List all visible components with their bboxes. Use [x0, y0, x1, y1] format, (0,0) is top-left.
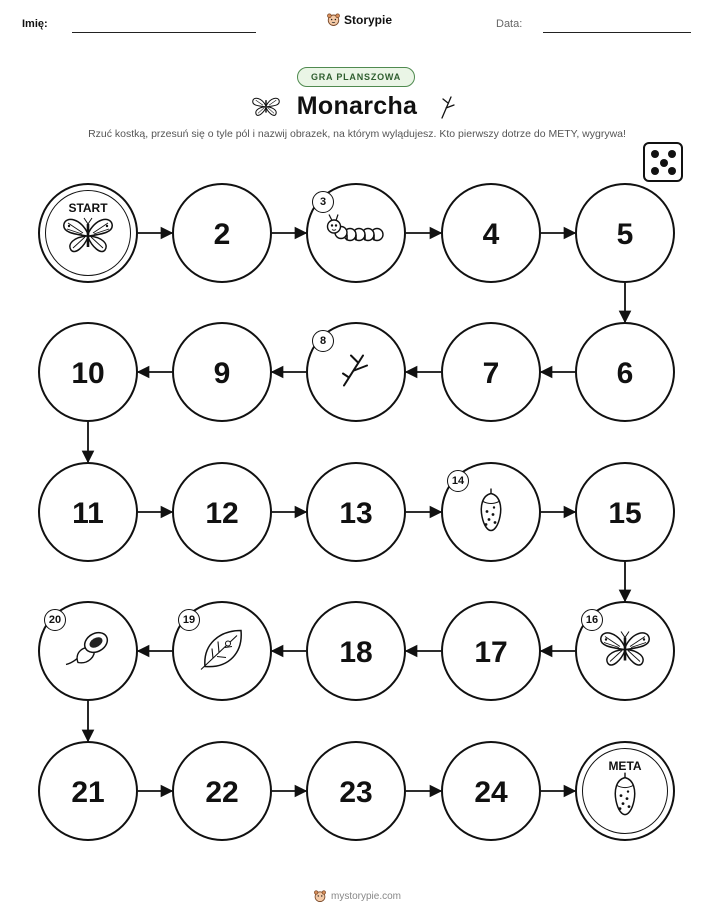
board-space-22[interactable]: [172, 741, 272, 841]
board-space-12[interactable]: [172, 462, 272, 562]
space-number: 22: [205, 776, 239, 809]
board-space-7[interactable]: [441, 322, 541, 422]
board-space-4[interactable]: [441, 183, 541, 283]
finish-space[interactable]: [575, 741, 675, 841]
space-number: 13: [339, 497, 373, 530]
board-space-15[interactable]: [575, 462, 675, 562]
footer: [0, 889, 714, 903]
space-number: 11: [72, 497, 104, 530]
space-number: 23: [339, 776, 373, 809]
board-space-21[interactable]: [38, 741, 138, 841]
page-title: Monarcha: [296, 92, 418, 120]
board-space-23[interactable]: [306, 741, 406, 841]
space-number-tag: 16: [581, 609, 603, 631]
space-number-tag: 19: [178, 609, 200, 631]
board-space-24[interactable]: [441, 741, 541, 841]
butterfly-icon: [599, 629, 651, 674]
space-number-tag: 3: [312, 191, 334, 213]
space-number: 21: [71, 776, 105, 809]
space-number: 10: [71, 357, 105, 390]
board-space-10[interactable]: [38, 322, 138, 422]
board-space-2[interactable]: [172, 183, 272, 283]
board-space-11[interactable]: [38, 462, 138, 562]
caterpillar-icon: [325, 213, 387, 254]
board-space-5[interactable]: [575, 183, 675, 283]
start-label: START: [68, 201, 108, 215]
instructions: Rzuć kostką, przesuń się o tyle pól i nazwij obrazek, na którym wylądujesz. Kto pierwszy dotrze do METY, wygrywa!: [88, 128, 626, 140]
brand-name: Storypie: [344, 12, 393, 27]
footer-url: mystorypie.com: [330, 890, 401, 902]
space-number: 2: [213, 218, 231, 251]
board-space-6[interactable]: [575, 322, 675, 422]
storypie-mascot-icon: [313, 889, 327, 903]
space-number-tag: 20: [44, 609, 66, 631]
start-space[interactable]: [38, 183, 138, 283]
space-number: 9: [213, 357, 231, 390]
finish-label: META: [608, 759, 642, 773]
space-number: 24: [474, 776, 508, 809]
space-number: 7: [482, 357, 500, 390]
leaf-icon: [199, 627, 245, 676]
category-badge: GRA PLANSZOWA: [297, 67, 415, 87]
seed-icon: [64, 629, 112, 674]
board-space-9[interactable]: [172, 322, 272, 422]
space-number: 12: [205, 497, 239, 530]
space-number: 6: [616, 357, 634, 390]
space-number: 4: [482, 218, 500, 251]
board-space-17[interactable]: [441, 601, 541, 701]
chrysalis-icon: [478, 487, 504, 538]
space-number-tag: 14: [447, 470, 469, 492]
chrysalis-icon: [612, 771, 638, 822]
space-number: 15: [608, 497, 642, 530]
space-number: 18: [339, 636, 373, 669]
date-label: Data:: [496, 18, 523, 30]
twig-icon: [339, 350, 373, 395]
board-space-13[interactable]: [306, 462, 406, 562]
space-number-tag: 8: [312, 330, 334, 352]
space-number: 5: [616, 218, 634, 251]
space-number: 17: [474, 636, 508, 669]
board-space-18[interactable]: [306, 601, 406, 701]
name-label: Imię:: [22, 18, 48, 30]
butterfly-icon: [62, 215, 114, 260]
